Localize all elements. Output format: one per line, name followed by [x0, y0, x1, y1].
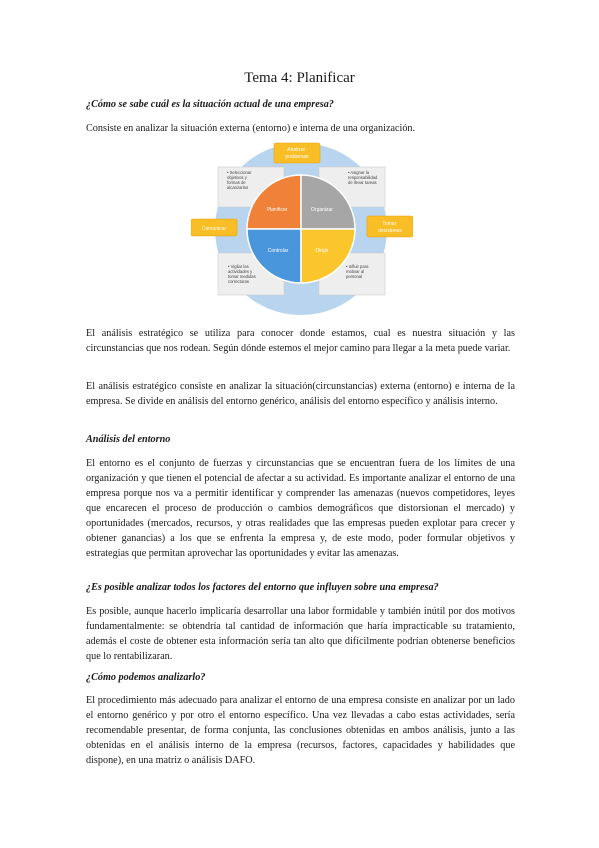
paragraph-block-4 — [86, 456, 515, 561]
svg-text:Comunicar: Comunicar — [201, 226, 227, 232]
management-functions-diagram — [191, 141, 413, 316]
paragraph-5: Es posible, aunque hacerlo implicaría desarrollar una labor formidable y también inútil por dos motivos fundamentalmente: se obtendría tal cantidad de información que haría impracticable su tratamiento, además el coste de obtener esta información sería tan alto que difícilmente podrían obtenerse beneficios que lo rentabilizaran. — [86, 606, 515, 662]
svg-text:• Influir para motivar: • Influir para motivar al personal — [346, 264, 369, 279]
paragraph-3: El análisis estratégico consiste en analizar la situación(circunstancias) externa (entorno) e interna de la empresa. Se divide en análisis del entorno genérico, análisis del entorno específico y análisis interno. — [86, 381, 515, 407]
question-heading-3: ¿Cómo podemos analizarlo? — [86, 672, 206, 683]
box-tl-line-1: • Seleccionar — [227, 170, 252, 175]
section-q3 — [86, 670, 515, 685]
tag-analizar-problemas — [274, 143, 320, 163]
svg-text:Analizar problemas: Analizar problemas — [285, 147, 309, 160]
paragraph-block-2 — [86, 326, 515, 356]
label-controlar: Controlar — [267, 248, 289, 254]
question-heading-1: ¿Cómo se sabe cuál es la situación actual de una empresa? — [86, 99, 334, 110]
paragraph-4: El entorno es el conjunto de fuerzas y circunstancias que se encuentran fuera de los límites de una organización y que tienen el potencial de afectar a su actividad. Es importante analizar el entorno de una empresa porque nos va a permitir identificar y comprender las amenazas (nuevos competidores, leyes que encarecen el proceso de producción o cambios demográficos que distorsionan el mercado) y oportunidades (mercados, recursos, y otras realidades que las empresas pueden explotar para crecer y obtener ganancias) a los que se enfrenta la empresa y, de este modo, poder formular objetivos y estrategias que permitan aprovechar las oportunidades y evitar las amenazas. — [86, 458, 515, 559]
question-heading-2: ¿Es posible analizar todos los factores del entorno que influyen sobre una empresa? — [86, 582, 439, 593]
section-entorno — [86, 432, 515, 447]
page-title: Tema 4: Planificar — [244, 70, 355, 86]
svg-text:• Asignar la responsab: • Asignar la responsabilidad de llevar tareas — [348, 170, 378, 185]
label-planificar: Planificar — [266, 207, 288, 213]
svg-text:Tomar decisiones: Tomar decisiones — [378, 221, 402, 234]
paragraph-block-5 — [86, 604, 515, 664]
paragraph-block-6 — [86, 693, 515, 768]
label-dirigir: Dirigir — [315, 248, 329, 254]
paragraph-block-3 — [86, 379, 515, 409]
section-q2 — [86, 580, 515, 595]
paragraph-1: Consiste en analizar la situación externa (entorno) e interna de una organización. — [86, 123, 416, 134]
svg-text:• Vigilar las activida: • Vigilar las actividades y tomar medidas correctoras — [228, 264, 256, 284]
section-intro — [86, 97, 515, 112]
label-organizar: Organizar — [311, 207, 333, 213]
tag-comunicar — [191, 219, 237, 236]
tag-tomar-decisiones — [367, 216, 413, 237]
paragraph-6: El procedimiento más adecuado para analizar el entorno de una empresa consiste en analizar por un lado el entorno genérico y por otro el entorno específico. Una vez llevadas a cabo estas actividades, sería recomendable presentar, de forma conjunta, las conclusiones obtenidas en ambos análisis, junto a las obtenidas en el análisis interno de la empresa (recursos, factores, capacidades y habilidades que dispone), en una matriz o análisis DAFO. — [86, 695, 515, 766]
paragraph-2: El análisis estratégico se utiliza para conocer donde estamos, cual es nuestra situación y las circunstancias que nos rodean. Según dónde estemos el mejor camino para llegar a la meta puede variar. — [86, 328, 515, 354]
svg-text:• Seleccionar objetivo: • Seleccionar objetivos y formas de alcanzarlos — [227, 170, 252, 190]
heading-analisis-entorno: Análisis del entorno — [86, 434, 171, 445]
paragraph-block-1 — [86, 121, 515, 136]
